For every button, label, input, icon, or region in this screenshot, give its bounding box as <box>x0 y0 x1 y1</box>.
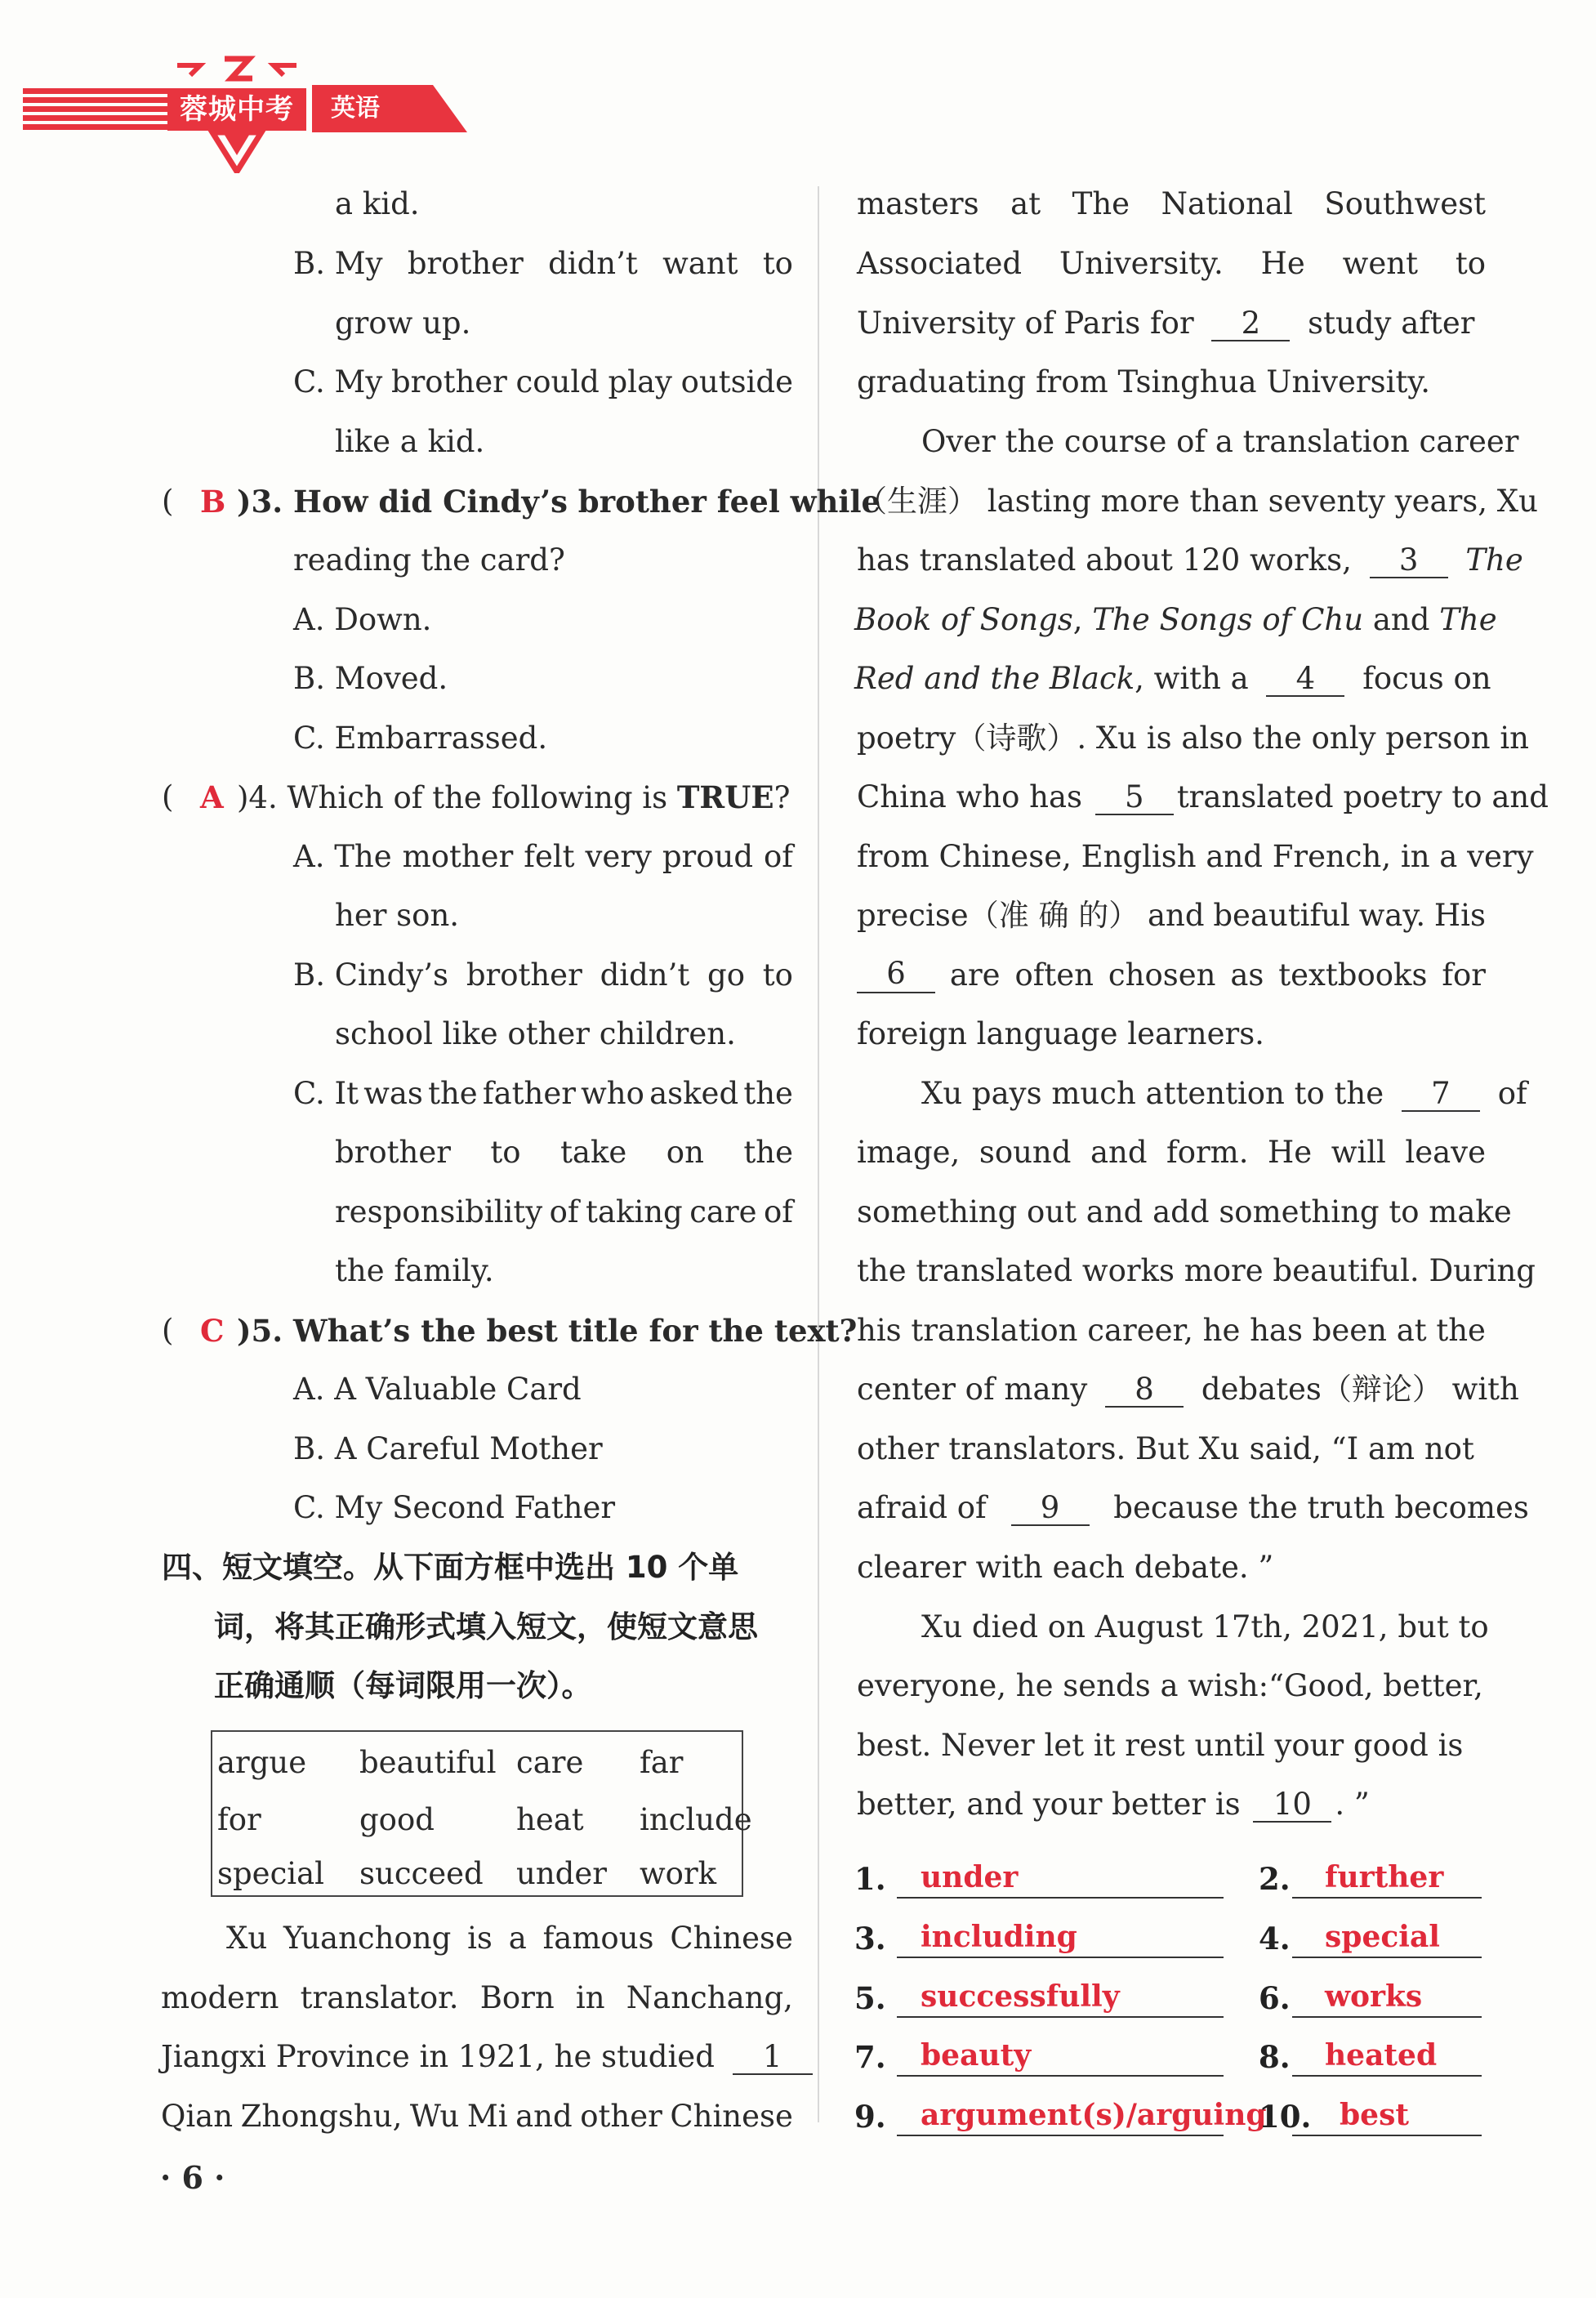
word-cell: far <box>640 1745 684 1780</box>
q5-option-a: A. A Valuable Card <box>293 1372 582 1407</box>
word-cell: beautiful <box>359 1745 497 1780</box>
q4-option-a: A. The mother felt very proud of <box>293 839 793 874</box>
word-box <box>211 1730 752 1897</box>
answer-value: successfully <box>921 1979 1120 2014</box>
blank-10[interactable]: 10 <box>1253 1788 1331 1823</box>
answer-value: beauty <box>921 2038 1032 2073</box>
passage-line: image, sound and form. He will leave <box>857 1135 1486 1170</box>
answer-number: 6. <box>1259 1980 1291 2016</box>
word-cell: for <box>217 1802 261 1837</box>
passage-line: clearer with each debate. ” <box>857 1550 1274 1585</box>
answer-number: 8. <box>1259 2039 1291 2075</box>
answer-value: best <box>1340 2098 1409 2132</box>
answer-number: 4. <box>1259 1921 1291 1957</box>
q3-option-a: A. Down. <box>293 602 432 637</box>
answer-value: argument(s)/arguing <box>921 2098 1267 2132</box>
q4-option-c: C. It was the father who asked the <box>293 1076 793 1111</box>
section-title-line3: 正确通顺（每词限用一次）。 <box>214 1668 592 1703</box>
blank-4[interactable]: 4 <box>1266 663 1344 697</box>
passage-line: better, and your better is 10 . ” <box>857 1787 1370 1822</box>
blank-5[interactable]: 5 <box>1095 781 1174 815</box>
column-divider <box>818 186 819 2122</box>
q3-option-b: B. Moved. <box>293 661 448 696</box>
passage-line: poetry（诗歌）. Xu is also the only person in <box>857 721 1530 756</box>
q5-option-b: B. A Careful Mother <box>293 1431 603 1466</box>
passage-line: University of Paris for 2 study after <box>857 306 1475 341</box>
section-title: 四、短文填空。从下面方框中选出 10 个单 <box>162 1550 739 1585</box>
passage-line: Qian Zhongshu, Wu Mi and other Chinese <box>161 2099 793 2134</box>
answer-value: further <box>1325 1860 1444 1894</box>
blank-1[interactable]: 1 <box>733 2041 813 2075</box>
q4-option-c-cont2: responsibility of taking care of <box>335 1194 793 1229</box>
passage-line: precise（准 确 的） and beautiful way. His <box>857 898 1486 933</box>
q3-stem-cont: reading the card? <box>293 542 565 578</box>
answer-number: 7. <box>854 2039 886 2075</box>
word-cell: argue <box>217 1745 307 1780</box>
word-cell: heat <box>516 1802 584 1837</box>
q2-option-c-cont: like a kid. <box>335 424 485 459</box>
blank-8[interactable]: 8 <box>1105 1373 1184 1408</box>
q4-paren-open: ( <box>162 779 174 814</box>
passage-line: Book of Songs, The Songs of Chu and The <box>854 602 1497 637</box>
word-cell: special <box>217 1856 325 1891</box>
answer-number: 1. <box>854 1861 886 1897</box>
word-cell: succeed <box>359 1856 484 1891</box>
q3-option-c: C. Embarrassed. <box>293 721 548 756</box>
q4-option-c-cont1: brother to take on the <box>335 1135 793 1170</box>
word-cell: work <box>640 1856 717 1891</box>
passage-line: Over the course of a translation career <box>921 424 1519 459</box>
answer-number: 2. <box>1259 1861 1291 1897</box>
word-cell: include <box>640 1802 752 1837</box>
answer-number: 5. <box>854 1980 886 2016</box>
blank-2[interactable]: 2 <box>1211 307 1290 341</box>
passage-line: center of many 8 debates（辩论） with <box>857 1372 1519 1407</box>
word-cell: care <box>516 1745 584 1780</box>
answer-number: 3. <box>854 1921 886 1957</box>
answer-number: 10. <box>1259 2099 1312 2135</box>
passage-line: everyone, he sends a wish:“Good, better, <box>857 1668 1483 1703</box>
passage-line: has translated about 120 works, 3 The <box>857 542 1523 578</box>
brand-title: 蓉城中考 <box>167 88 306 131</box>
passage-line: from Chinese, English and French, in a very <box>857 839 1534 874</box>
passage-line: （生涯） lasting more than seventy years, Xu <box>857 484 1538 519</box>
answer-value: heated <box>1325 2038 1438 2073</box>
answer-number: 9. <box>854 2099 886 2135</box>
passage-line: Associated University. He went to <box>857 246 1486 281</box>
blank-7[interactable]: 7 <box>1402 1078 1480 1112</box>
q4-option-b-cont: school like other children. <box>335 1016 736 1051</box>
passage-line: his translation career, he has been at the <box>857 1313 1486 1348</box>
passage-line: Xu died on August 17th, 2021, but to <box>921 1609 1489 1644</box>
passage-line: modern translator. Born in Nanchang, <box>161 1980 793 2015</box>
answer-value: works <box>1325 1979 1423 2014</box>
q5-stem: )5. What’s the best title for the text? <box>237 1313 858 1349</box>
q2-option-b-cont: grow up. <box>335 306 471 341</box>
blank-6[interactable]: 6 <box>857 957 935 993</box>
q2-option-b: B. My brother didn’t want to <box>293 246 793 281</box>
q5-answer: C <box>200 1313 225 1349</box>
answer-value: under <box>921 1860 1019 1894</box>
header-stripes <box>23 88 182 131</box>
passage-line: 6 are often chosen as textbooks for <box>857 957 1486 993</box>
subject-label: 英语 <box>331 94 380 123</box>
q3-stem: )3. How did Cindy’s brother feel while <box>237 484 881 520</box>
passage-line: Jiangxi Province in 1921, he studied 1 <box>161 2039 813 2075</box>
answer-value: including <box>921 1920 1077 1954</box>
blank-3[interactable]: 3 <box>1370 544 1448 578</box>
blank-9[interactable]: 9 <box>1011 1492 1090 1526</box>
q4-stem: )4. Which of the following is TRUE? <box>237 779 791 815</box>
passage-line: masters at The National Southwest <box>857 186 1486 221</box>
word-cell: good <box>359 1802 435 1837</box>
q2-option-c: C. My brother could play outside <box>293 364 793 399</box>
q3-answer: B <box>200 484 226 520</box>
q4-option-a-cont: her son. <box>335 898 460 933</box>
passage-line: something out and add something to make <box>857 1194 1512 1229</box>
passage-line: the translated works more beautiful. During <box>857 1253 1536 1288</box>
q4-answer: A <box>200 779 224 815</box>
passage-line: afraid of 9 because the truth becomes <box>857 1490 1529 1525</box>
word-cell: under <box>516 1856 607 1891</box>
q3-paren-open: ( <box>162 484 174 519</box>
section-title-line2: 词，将其正确形式填入短文，使短文意思 <box>214 1609 758 1644</box>
passage-line: foreign language learners. <box>857 1016 1264 1051</box>
passage-line: China who has 5 translated poetry to and <box>857 779 1549 814</box>
q4-option-b: B. Cindy’s brother didn’t go to <box>293 957 793 993</box>
passage-line: graduating from Tsinghua University. <box>857 364 1431 399</box>
passage-line: Xu pays much attention to the 7 of <box>921 1076 1527 1111</box>
q2-option-a-tail: a kid. <box>335 186 420 221</box>
q4-option-c-cont3: the family. <box>335 1253 494 1288</box>
q5-paren-open: ( <box>162 1313 174 1348</box>
passage-line: Red and the Black, with a 4 focus on <box>854 661 1491 696</box>
q5-option-c: C. My Second Father <box>293 1490 616 1525</box>
page-number: · 6 · <box>160 2159 225 2196</box>
passage-line: other translators. But Xu said, “I am not <box>857 1431 1474 1466</box>
passage-line: best. Never let it rest until your good is <box>857 1728 1464 1763</box>
answer-value: special <box>1325 1920 1440 1954</box>
passage-line: Xu Yuanchong is a famous Chinese <box>226 1921 793 1956</box>
